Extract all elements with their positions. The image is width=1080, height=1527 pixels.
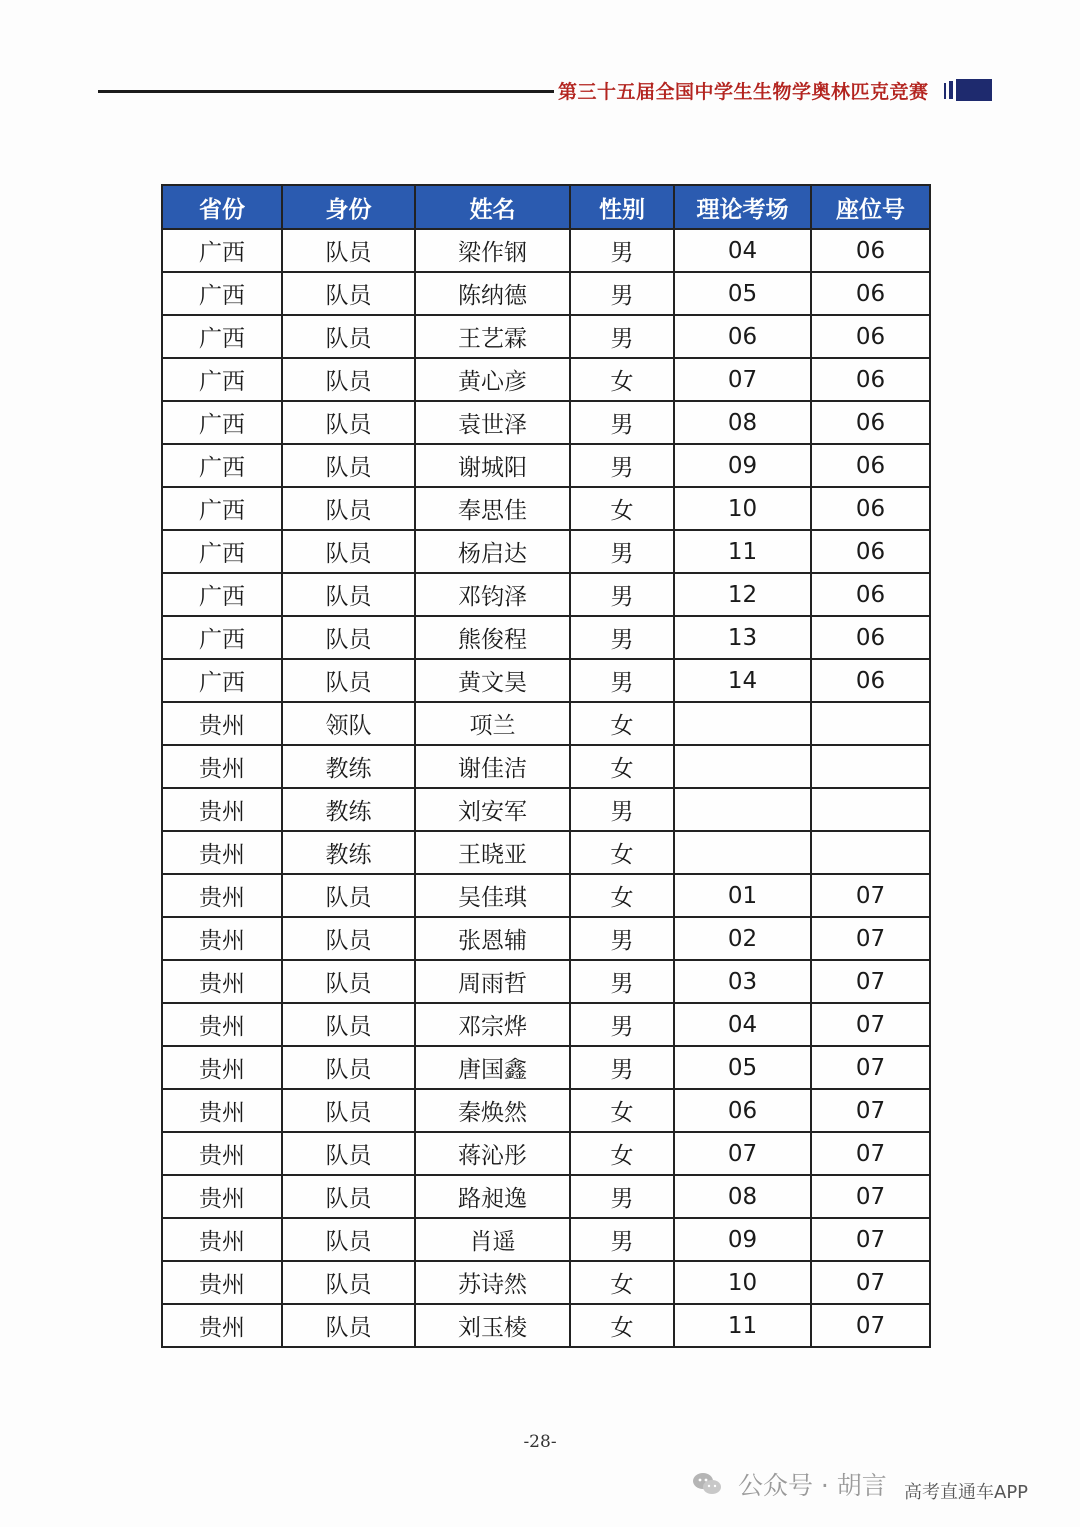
cell-gender: 女 — [570, 358, 674, 401]
cell-seat: 07 — [811, 1132, 930, 1175]
cell-role: 教练 — [282, 831, 415, 874]
table-row — [162, 1261, 930, 1304]
cell-province: 贵州 — [162, 702, 282, 745]
table-row — [162, 960, 930, 1003]
cell-exam-room: 08 — [674, 1175, 811, 1218]
cell-exam-room: 14 — [674, 659, 811, 702]
cell-name: 邓宗烨 — [415, 1003, 570, 1046]
cell-name: 张恩辅 — [415, 917, 570, 960]
cell-role: 教练 — [282, 788, 415, 831]
cell-province: 贵州 — [162, 1218, 282, 1261]
cell-province: 贵州 — [162, 1003, 282, 1046]
table-row — [162, 831, 930, 874]
cell-province: 贵州 — [162, 788, 282, 831]
cell-role: 队员 — [282, 272, 415, 315]
cell-gender: 男 — [570, 401, 674, 444]
cell-name: 陈纳德 — [415, 272, 570, 315]
page-header-title: 第三十五届全国中学生生物学奥林匹克竞赛 — [558, 81, 929, 103]
cell-exam-room: 06 — [674, 1089, 811, 1132]
cell-province: 贵州 — [162, 745, 282, 788]
cell-gender: 男 — [570, 788, 674, 831]
cell-exam-room: 03 — [674, 960, 811, 1003]
cell-role: 队员 — [282, 1089, 415, 1132]
cell-province: 广西 — [162, 659, 282, 702]
table-row — [162, 315, 930, 358]
cell-exam-room: 07 — [674, 1132, 811, 1175]
cell-role: 队员 — [282, 358, 415, 401]
watermark — [692, 1466, 887, 1502]
cell-name: 黄文昊 — [415, 659, 570, 702]
cell-name: 邓钧泽 — [415, 573, 570, 616]
cell-seat: 06 — [811, 229, 930, 272]
cell-role: 教练 — [282, 745, 415, 788]
cell-exam-room: 11 — [674, 1304, 811, 1347]
cell-gender: 男 — [570, 444, 674, 487]
cell-name: 袁世泽 — [415, 401, 570, 444]
cell-gender: 男 — [570, 1003, 674, 1046]
cell-exam-room: 04 — [674, 229, 811, 272]
cell-gender: 女 — [570, 745, 674, 788]
table-row — [162, 917, 930, 960]
cell-gender: 男 — [570, 616, 674, 659]
cell-province: 广西 — [162, 229, 282, 272]
cell-gender: 男 — [570, 917, 674, 960]
column-header-gender: 性别 — [570, 185, 674, 229]
cell-exam-room: 01 — [674, 874, 811, 917]
cell-seat: 06 — [811, 659, 930, 702]
cell-exam-room: 09 — [674, 444, 811, 487]
table-row — [162, 659, 930, 702]
cell-role: 队员 — [282, 1261, 415, 1304]
cell-province: 广西 — [162, 401, 282, 444]
cell-exam-room: 05 — [674, 1046, 811, 1089]
cell-gender: 女 — [570, 1132, 674, 1175]
cell-seat: 07 — [811, 1304, 930, 1347]
cell-role: 队员 — [282, 315, 415, 358]
cell-seat — [811, 831, 930, 874]
table-row — [162, 702, 930, 745]
column-header-exam-room: 理论考场 — [674, 185, 811, 229]
cell-gender: 女 — [570, 702, 674, 745]
cell-province: 广西 — [162, 530, 282, 573]
table-row — [162, 874, 930, 917]
cell-name: 梁作钢 — [415, 229, 570, 272]
cell-gender: 女 — [570, 1304, 674, 1347]
cell-seat: 06 — [811, 401, 930, 444]
cell-role: 队员 — [282, 444, 415, 487]
cell-role: 队员 — [282, 401, 415, 444]
table-row — [162, 229, 930, 272]
cell-role: 队员 — [282, 917, 415, 960]
cell-exam-room: 04 — [674, 1003, 811, 1046]
cell-exam-room: 07 — [674, 358, 811, 401]
cell-gender: 女 — [570, 1261, 674, 1304]
cell-name: 谢佳洁 — [415, 745, 570, 788]
cell-exam-room: 13 — [674, 616, 811, 659]
table-row — [162, 616, 930, 659]
cell-gender: 女 — [570, 1089, 674, 1132]
header-accent-bars — [944, 79, 994, 101]
cell-seat: 07 — [811, 1261, 930, 1304]
cell-role: 队员 — [282, 1218, 415, 1261]
cell-gender: 男 — [570, 1175, 674, 1218]
column-header-name: 姓名 — [415, 185, 570, 229]
table-row — [162, 1089, 930, 1132]
cell-seat: 07 — [811, 874, 930, 917]
column-header-province: 省份 — [162, 185, 282, 229]
cell-name: 路昶逸 — [415, 1175, 570, 1218]
cell-role: 队员 — [282, 1046, 415, 1089]
cell-role: 队员 — [282, 616, 415, 659]
cell-gender: 男 — [570, 229, 674, 272]
roster-table — [161, 184, 931, 1348]
cell-role: 队员 — [282, 659, 415, 702]
cell-role: 队员 — [282, 1003, 415, 1046]
cell-exam-room: 08 — [674, 401, 811, 444]
table-row — [162, 1132, 930, 1175]
cell-province: 贵州 — [162, 1089, 282, 1132]
cell-province: 贵州 — [162, 874, 282, 917]
table-row — [162, 788, 930, 831]
cell-province: 广西 — [162, 573, 282, 616]
cell-province: 贵州 — [162, 831, 282, 874]
cell-name: 周雨哲 — [415, 960, 570, 1003]
cell-exam-room: 02 — [674, 917, 811, 960]
table-row — [162, 1218, 930, 1261]
cell-name: 刘玉棱 — [415, 1304, 570, 1347]
cell-role: 队员 — [282, 487, 415, 530]
cell-name: 蒋沁彤 — [415, 1132, 570, 1175]
cell-role: 队员 — [282, 960, 415, 1003]
cell-name: 熊俊程 — [415, 616, 570, 659]
table-row — [162, 487, 930, 530]
table-row — [162, 444, 930, 487]
cell-seat: 07 — [811, 1003, 930, 1046]
cell-seat: 06 — [811, 358, 930, 401]
cell-seat: 06 — [811, 315, 930, 358]
cell-province: 贵州 — [162, 1175, 282, 1218]
cell-role: 队员 — [282, 1175, 415, 1218]
table-row — [162, 358, 930, 401]
cell-exam-room: 05 — [674, 272, 811, 315]
cell-exam-room: 12 — [674, 573, 811, 616]
column-header-role: 身份 — [282, 185, 415, 229]
cell-exam-room — [674, 831, 811, 874]
cell-name: 黄心彦 — [415, 358, 570, 401]
wechat-icon — [692, 1471, 722, 1497]
watermark-text: 公众号 · 胡言 — [737, 1471, 887, 1500]
cell-seat: 06 — [811, 616, 930, 659]
cell-name: 苏诗然 — [415, 1261, 570, 1304]
cell-seat — [811, 702, 930, 745]
cell-province: 广西 — [162, 487, 282, 530]
cell-role: 队员 — [282, 1132, 415, 1175]
cell-exam-room: 06 — [674, 315, 811, 358]
column-header-seat: 座位号 — [811, 185, 930, 229]
table-row — [162, 1175, 930, 1218]
cell-name: 奉思佳 — [415, 487, 570, 530]
cell-gender: 男 — [570, 315, 674, 358]
roster-body — [162, 229, 930, 1347]
cell-name: 秦焕然 — [415, 1089, 570, 1132]
cell-role: 队员 — [282, 1304, 415, 1347]
cell-role: 队员 — [282, 573, 415, 616]
table-row — [162, 1304, 930, 1347]
cell-seat: 06 — [811, 573, 930, 616]
cell-province: 贵州 — [162, 960, 282, 1003]
cell-gender: 男 — [570, 659, 674, 702]
cell-seat: 06 — [811, 444, 930, 487]
overlay-text: 高考直通车APP — [904, 1482, 1029, 1503]
cell-province: 广西 — [162, 315, 282, 358]
cell-seat: 07 — [811, 1218, 930, 1261]
cell-seat: 07 — [811, 960, 930, 1003]
header-rule — [98, 90, 554, 93]
cell-gender: 男 — [570, 1046, 674, 1089]
table-row — [162, 272, 930, 315]
cell-seat: 06 — [811, 530, 930, 573]
table-row — [162, 401, 930, 444]
cell-seat: 07 — [811, 1175, 930, 1218]
table-row — [162, 530, 930, 573]
cell-province: 广西 — [162, 358, 282, 401]
cell-gender: 女 — [570, 831, 674, 874]
cell-province: 贵州 — [162, 1304, 282, 1347]
cell-role: 队员 — [282, 874, 415, 917]
cell-exam-room: 10 — [674, 1261, 811, 1304]
cell-role: 队员 — [282, 530, 415, 573]
cell-province: 贵州 — [162, 1046, 282, 1089]
table-row — [162, 573, 930, 616]
cell-role: 领队 — [282, 702, 415, 745]
page-number: -28- — [523, 1432, 557, 1452]
table-header-row — [162, 185, 930, 229]
cell-name: 王艺霖 — [415, 315, 570, 358]
cell-role: 队员 — [282, 229, 415, 272]
cell-seat — [811, 788, 930, 831]
cell-seat — [811, 745, 930, 788]
cell-province: 广西 — [162, 616, 282, 659]
cell-province: 贵州 — [162, 1132, 282, 1175]
cell-name: 项兰 — [415, 702, 570, 745]
cell-name: 吴佳琪 — [415, 874, 570, 917]
cell-exam-room: 09 — [674, 1218, 811, 1261]
cell-name: 刘安军 — [415, 788, 570, 831]
cell-seat: 06 — [811, 272, 930, 315]
cell-seat: 07 — [811, 1046, 930, 1089]
cell-gender: 男 — [570, 960, 674, 1003]
cell-exam-room — [674, 745, 811, 788]
cell-province: 贵州 — [162, 1261, 282, 1304]
table-row — [162, 745, 930, 788]
cell-gender: 女 — [570, 487, 674, 530]
cell-name: 杨启达 — [415, 530, 570, 573]
cell-gender: 男 — [570, 272, 674, 315]
cell-name: 唐国鑫 — [415, 1046, 570, 1089]
cell-exam-room: 11 — [674, 530, 811, 573]
cell-seat: 07 — [811, 1089, 930, 1132]
table-row — [162, 1003, 930, 1046]
cell-province: 广西 — [162, 272, 282, 315]
cell-gender: 男 — [570, 573, 674, 616]
cell-exam-room — [674, 788, 811, 831]
cell-seat: 06 — [811, 487, 930, 530]
cell-province: 贵州 — [162, 917, 282, 960]
cell-province: 广西 — [162, 444, 282, 487]
table-row — [162, 1046, 930, 1089]
cell-exam-room: 10 — [674, 487, 811, 530]
cell-gender: 男 — [570, 530, 674, 573]
cell-seat: 07 — [811, 917, 930, 960]
cell-gender: 女 — [570, 874, 674, 917]
cell-name: 谢城阳 — [415, 444, 570, 487]
cell-name: 王晓亚 — [415, 831, 570, 874]
cell-gender: 男 — [570, 1218, 674, 1261]
cell-name: 肖遥 — [415, 1218, 570, 1261]
cell-exam-room — [674, 702, 811, 745]
